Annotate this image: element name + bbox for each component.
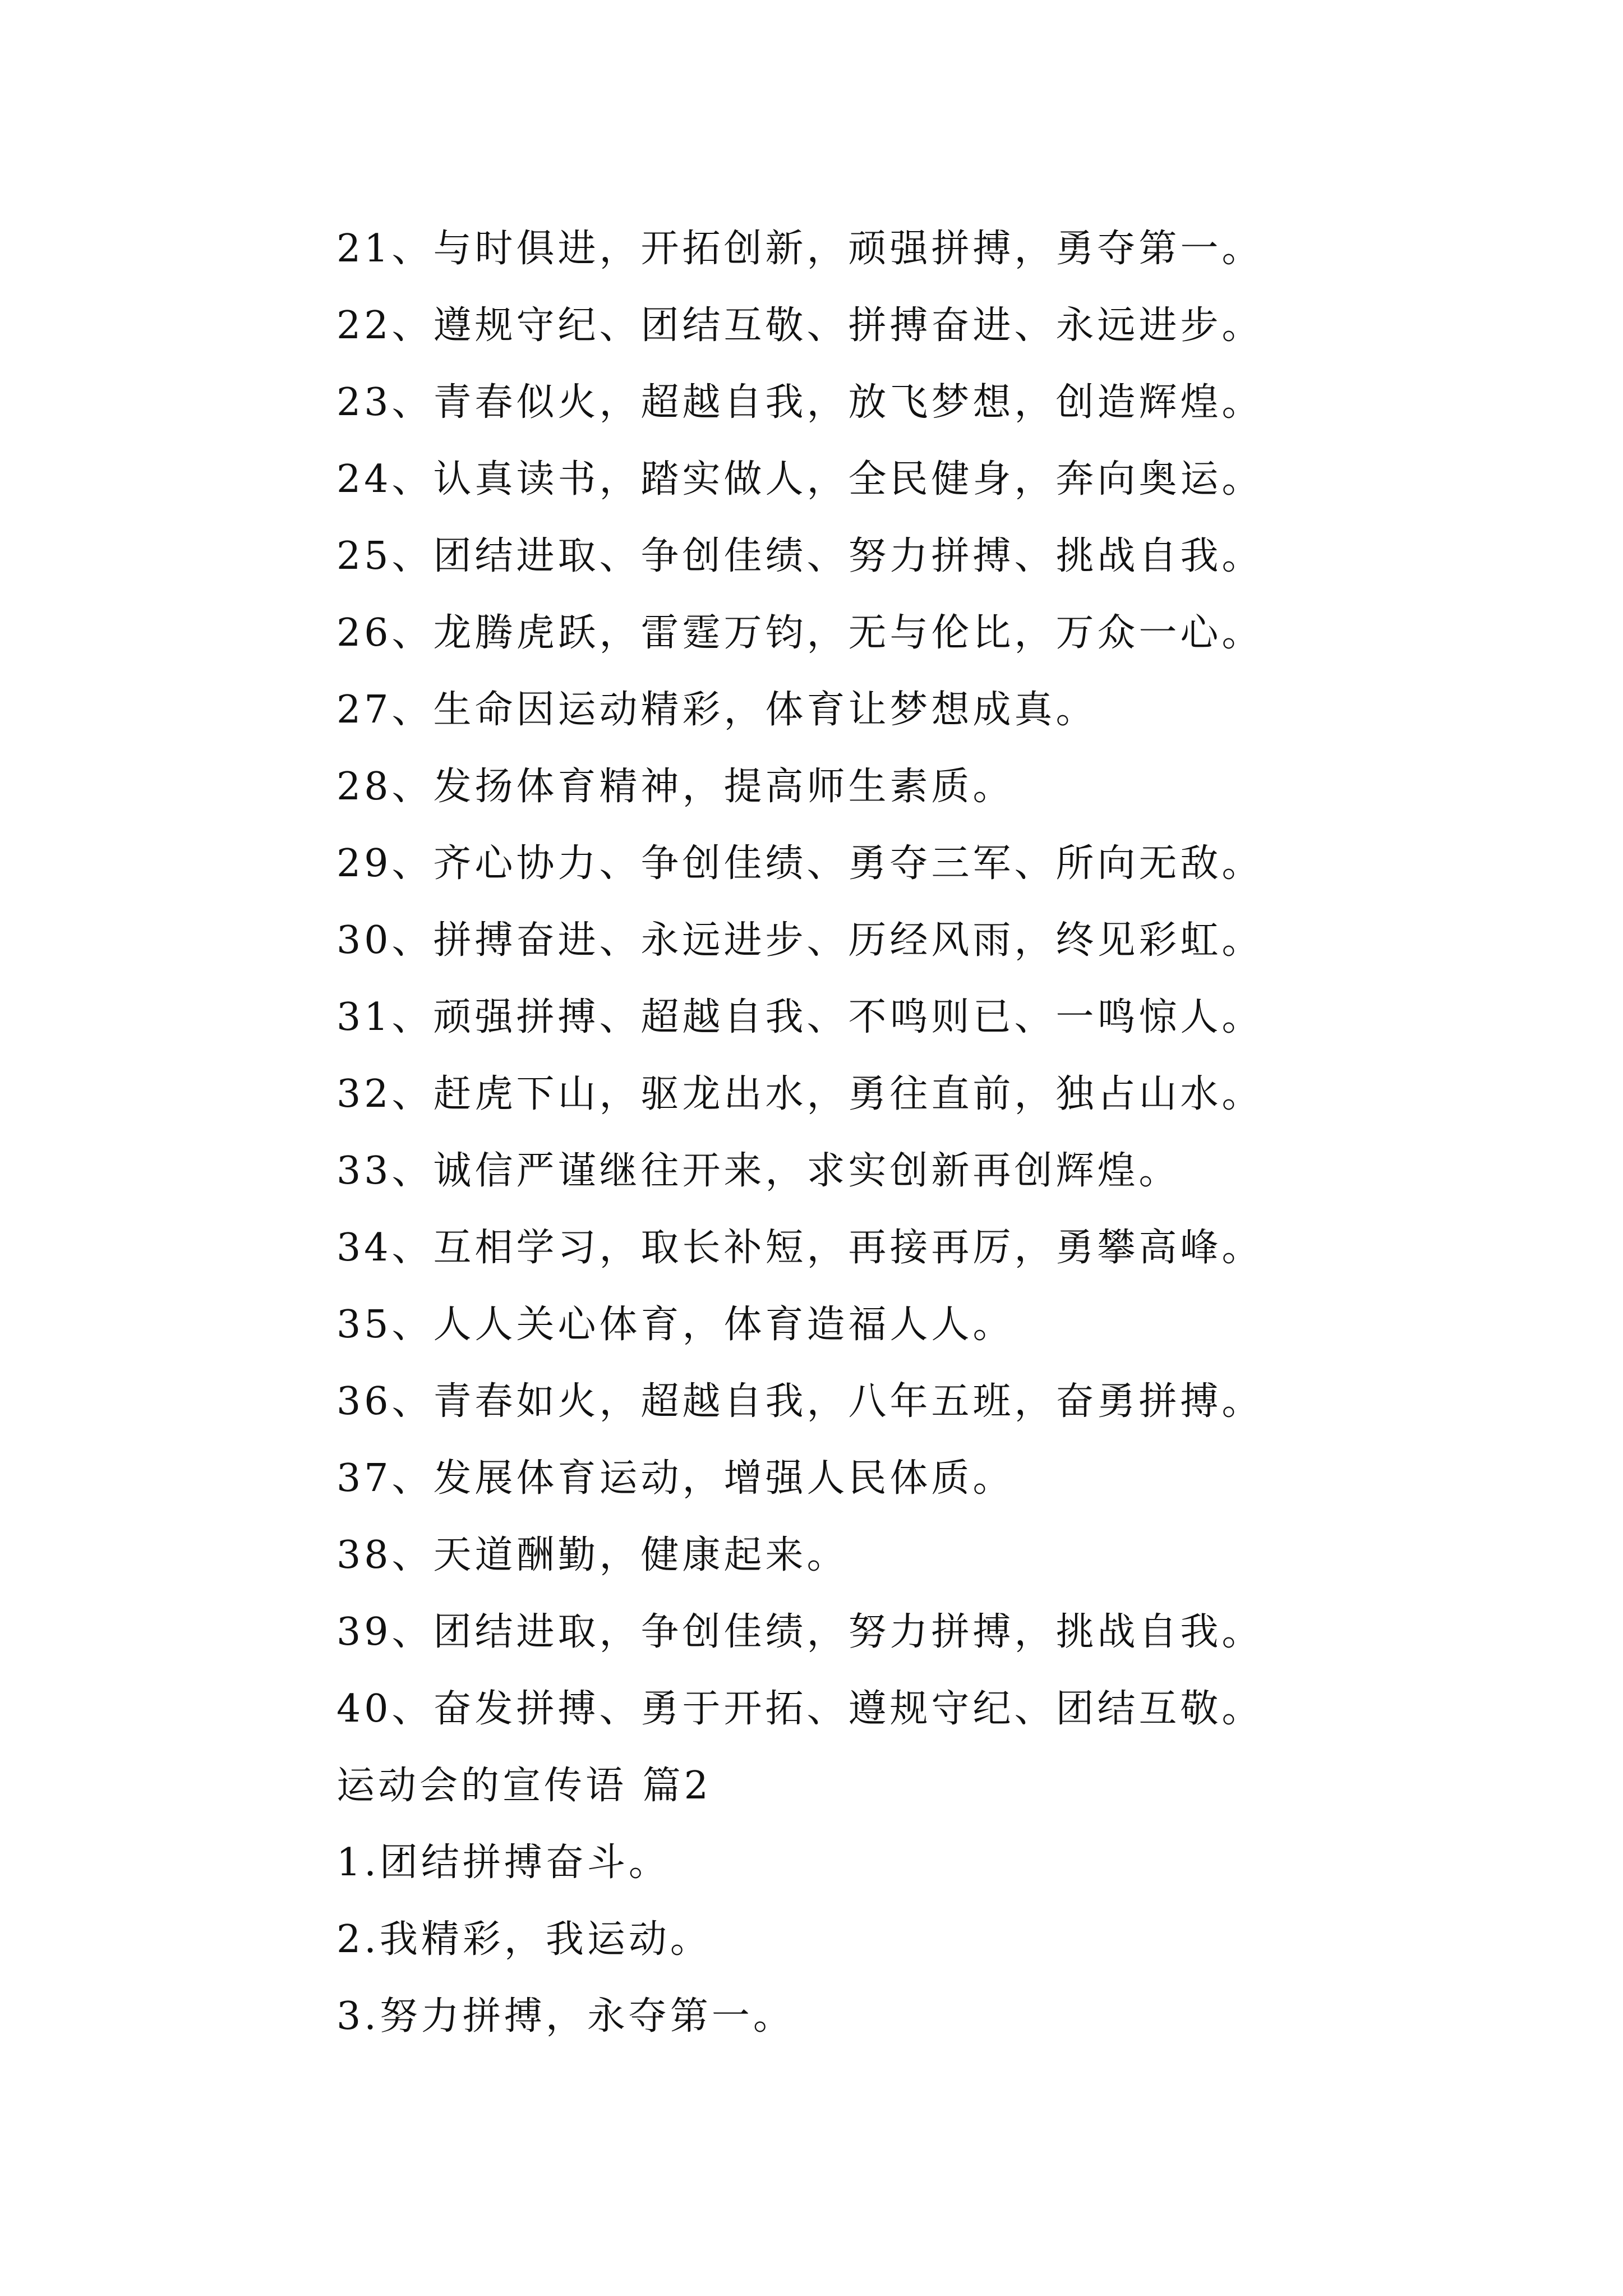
slogan-line-23: 23、青春似火，超越自我，放飞梦想，创造辉煌。: [336, 380, 1264, 425]
document-body: [336, 210, 1514, 2055]
slogan-line-37: 37、发展体育运动，增强人民体质。: [336, 1456, 1015, 1501]
slogan-line-35: 35、人人关心体育，体育造福人人。: [336, 1303, 1015, 1347]
slogan-line-38: 38、天道酬勤，健康起来。: [336, 1533, 849, 1577]
slogan-line-22: 22、遵规守纪、团结互敬、拼搏奋进、永远进步。: [336, 303, 1264, 348]
slogan-line-39: 39、团结进取，争创佳绩，努力拼搏，挑战自我。: [336, 1610, 1264, 1654]
slogan-line-34: 34、互相学习，取长补短，再接再厉，勇攀高峰。: [336, 1226, 1264, 1270]
slogan-line-25: 25、团结进取、争创佳绩、努力拼搏、挑战自我。: [336, 534, 1264, 578]
section-heading: 运动会的宣传语 篇2: [336, 1764, 712, 1808]
slogan-line-30: 30、拼搏奋进、永远进步、历经风雨，终见彩虹。: [336, 918, 1264, 963]
slogan-line-40: 40、奋发拼搏、勇于开拓、遵规守纪、团结互敬。: [336, 1687, 1264, 1731]
slogan-line-21: 21、与时俱进，开拓创新，顽强拼搏，勇夺第一。: [336, 227, 1264, 271]
slogan-line-29: 29、齐心协力、争创佳绩、勇夺三军、所向无敌。: [336, 841, 1264, 886]
slogan-line-26: 26、龙腾虎跃，雷霆万钧，无与伦比，万众一心。: [336, 611, 1264, 655]
slogan-line-1: 1.团结拼搏奋斗。: [336, 1841, 670, 1885]
slogan-line-36: 36、青春如火，超越自我，八年五班，奋勇拼搏。: [336, 1379, 1264, 1424]
slogan-line-32: 32、赶虎下山，驱龙出水，勇往直前，独占山水。: [336, 1072, 1264, 1116]
slogan-line-24: 24、认真读书，踏实做人，全民健身，奔向奥运。: [336, 457, 1264, 501]
slogan-line-28: 28、发扬体育精神，提高师生素质。: [336, 765, 1015, 809]
slogan-line-3: 3.努力拼搏，永夺第一。: [336, 1994, 795, 2039]
slogan-line-2: 2.我精彩，我运动。: [336, 1917, 712, 1962]
slogan-line-27: 27、生命因运动精彩，体育让梦想成真。: [336, 688, 1098, 732]
slogan-line-33: 33、诚信严谨继往开来，求实创新再创辉煌。: [336, 1149, 1181, 1193]
slogan-line-31: 31、顽强拼搏、超越自我、不鸣则已、一鸣惊人。: [336, 995, 1264, 1039]
